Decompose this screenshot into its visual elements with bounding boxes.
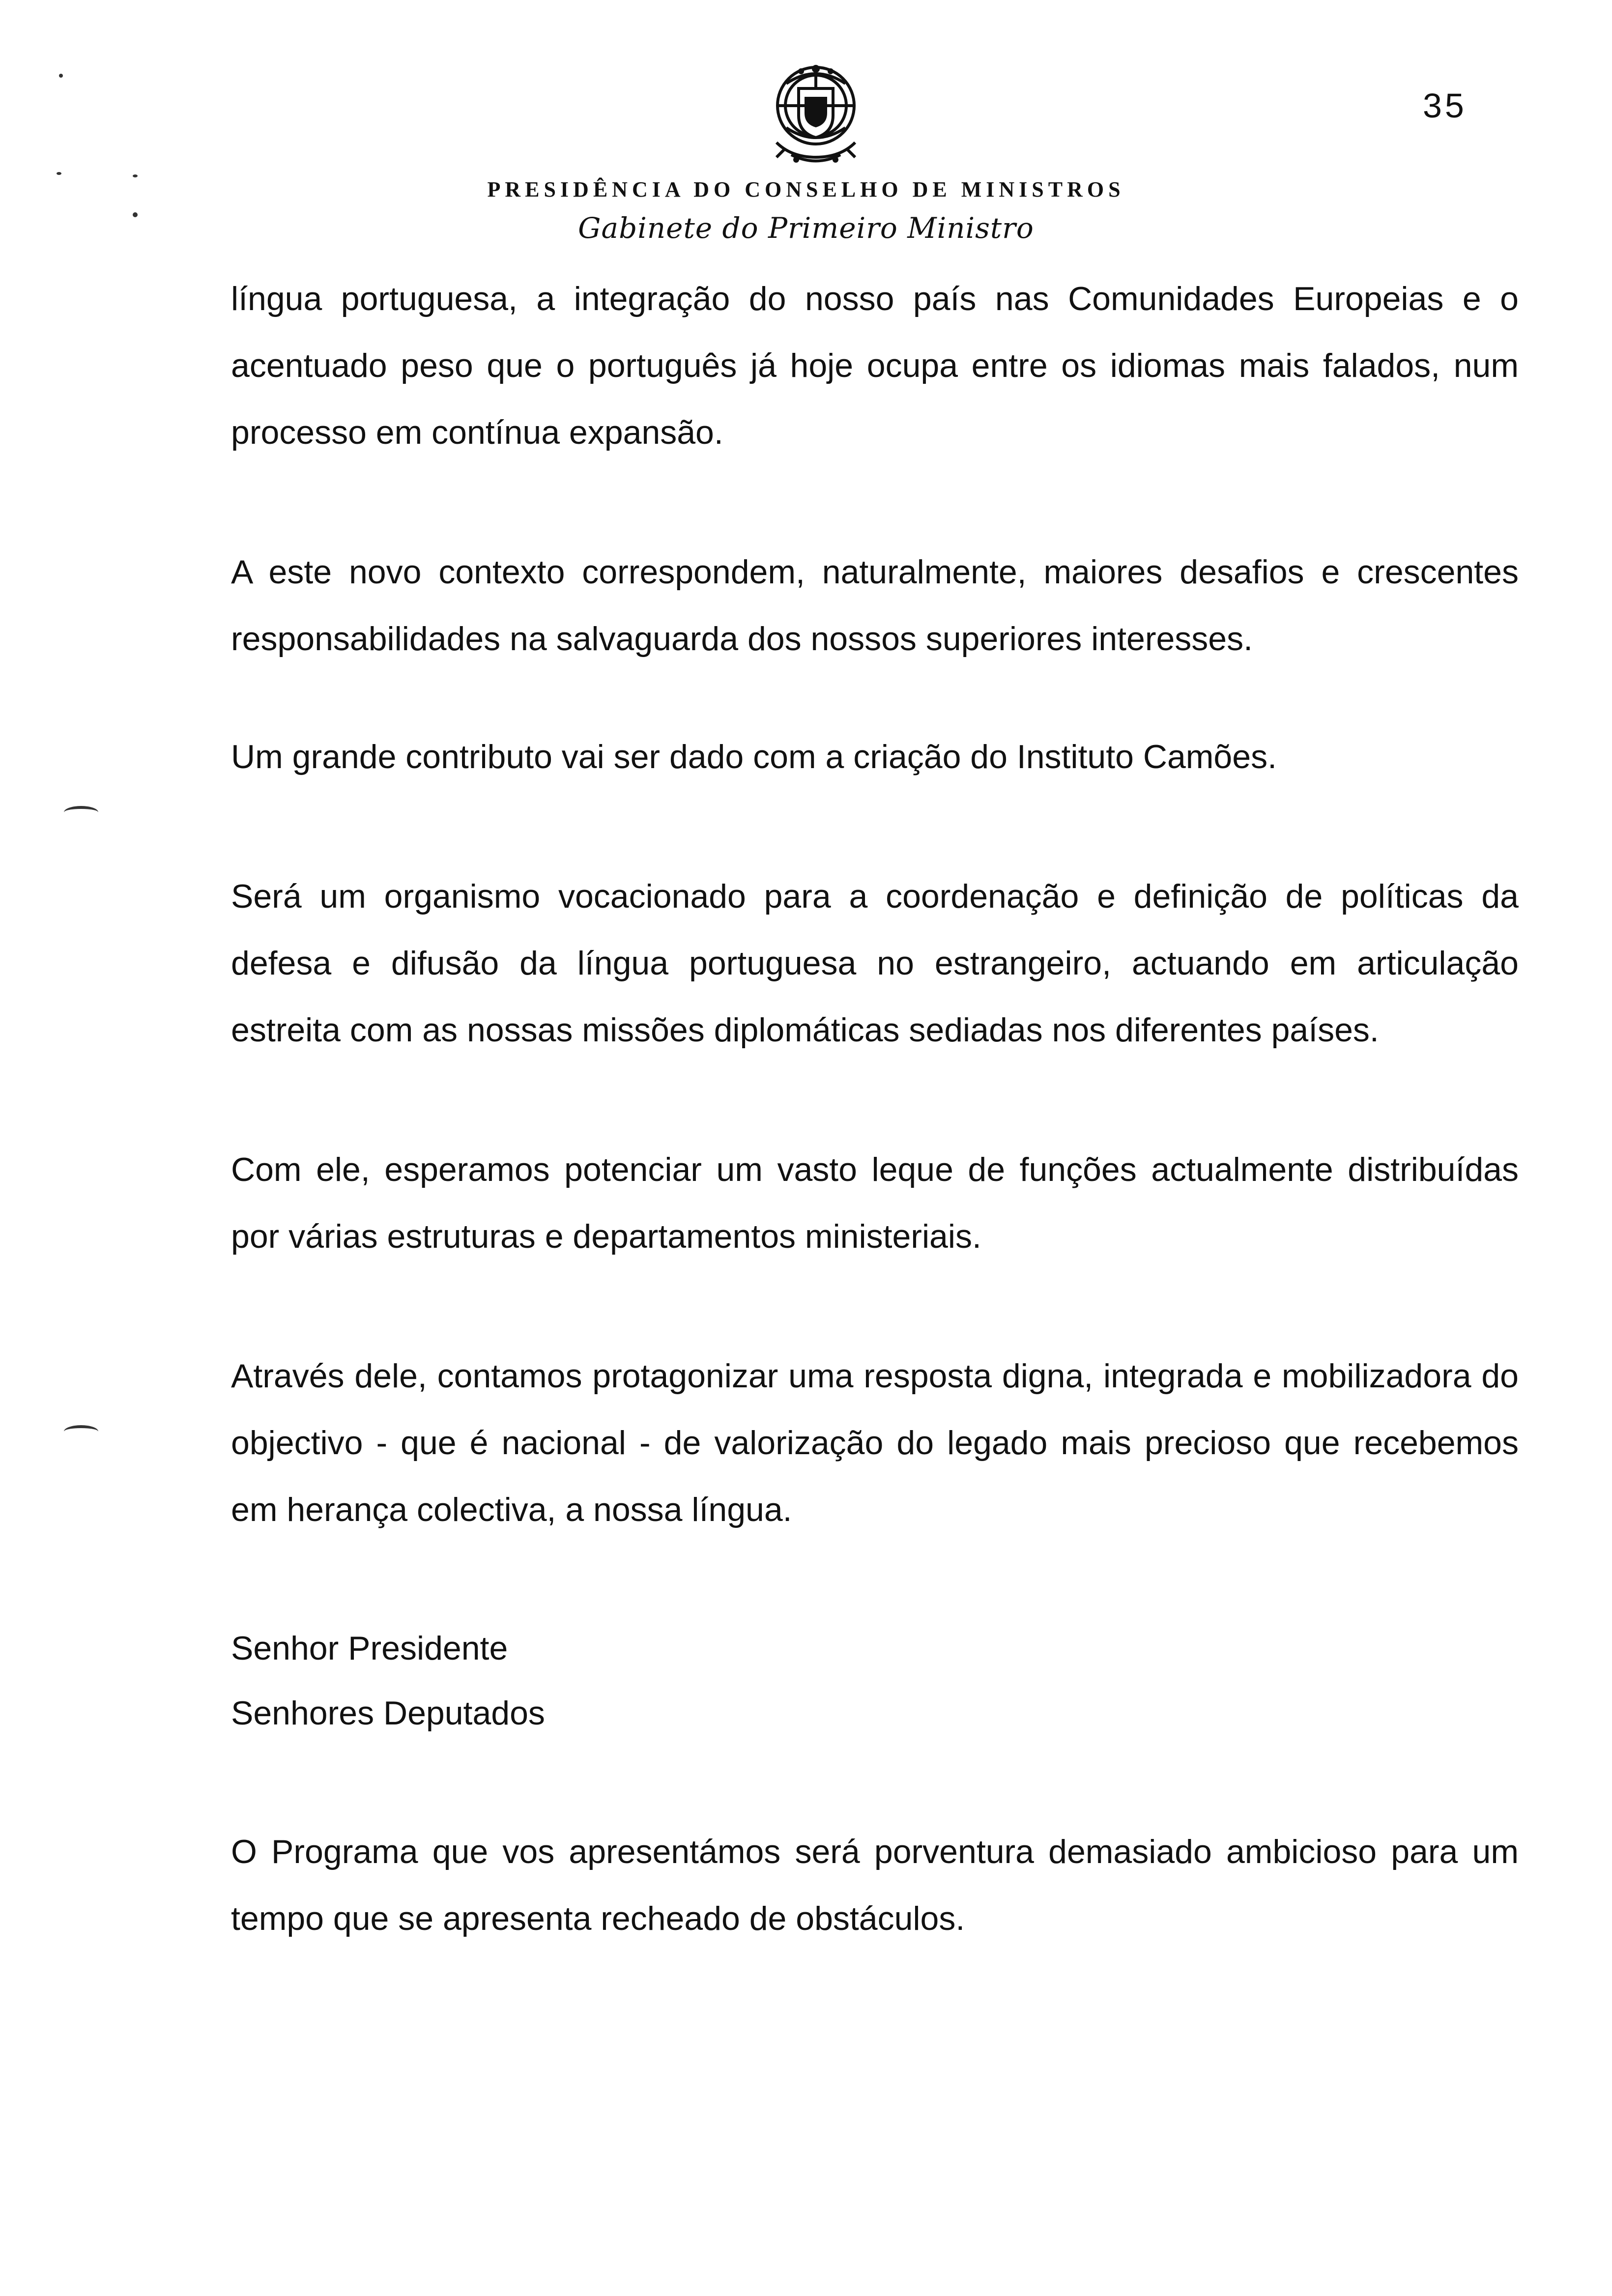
margin-mark xyxy=(133,174,138,177)
margin-mark xyxy=(59,74,63,78)
margin-mark xyxy=(57,172,61,175)
page-number: 35 xyxy=(1423,86,1467,125)
paragraph: Através dele, contamos protagonizar uma resposta digna, integrada e mobilizadora do objectivo - que é nacional - de valorização do legado mais precioso que recebemos em herança colectiva, a nossa língua. xyxy=(231,1357,1519,1528)
body-text xyxy=(231,265,1519,1952)
salutation xyxy=(231,1616,1519,1746)
paragraph: A este novo contexto correspondem, naturalmente, maiores desafios e crescentes responsabilidades na salvaguarda dos nossos superiores interesses. xyxy=(231,553,1519,658)
paragraph: Com ele, esperamos potenciar um vasto leque de funções actualmente distribuídas por várias estruturas e departamentos ministeriais. xyxy=(231,1151,1519,1255)
margin-mark xyxy=(64,806,98,819)
margin-mark xyxy=(64,1425,98,1438)
cabinet-name: Gabinete do Primeiro Ministro xyxy=(578,211,1034,245)
salutation-line: Senhor Presidente xyxy=(231,1630,508,1667)
paragraph: língua portuguesa, a integração do nosso país nas Comunidades Europeias e o acentuado peso que o português já hoje ocupa entre os idiomas mais falados, num processo em contínua expansão. xyxy=(231,280,1519,451)
paragraph: Um grande contributo vai ser dado com a criação do Instituto Camões. xyxy=(231,738,1277,775)
institution-name: PRESIDÊNCIA DO CONSELHO DE MINISTROS xyxy=(487,177,1125,201)
paragraph: Será um organismo vocacionado para a coordenação e definição de políticas da defesa e difusão da língua portuguesa no estrangeiro, actuando em articulação estreita com as nossas missões diplomáticas sediadas nos diferentes países. xyxy=(231,878,1519,1049)
margin-mark xyxy=(133,212,138,217)
coat-of-arms-icon xyxy=(757,49,875,172)
salutation-line: Senhores Deputados xyxy=(231,1694,545,1732)
closing-paragraph: O Programa que vos apresentámos será porventura demasiado ambicioso para um tempo que se apresenta recheado de obstáculos. xyxy=(231,1833,1519,1937)
